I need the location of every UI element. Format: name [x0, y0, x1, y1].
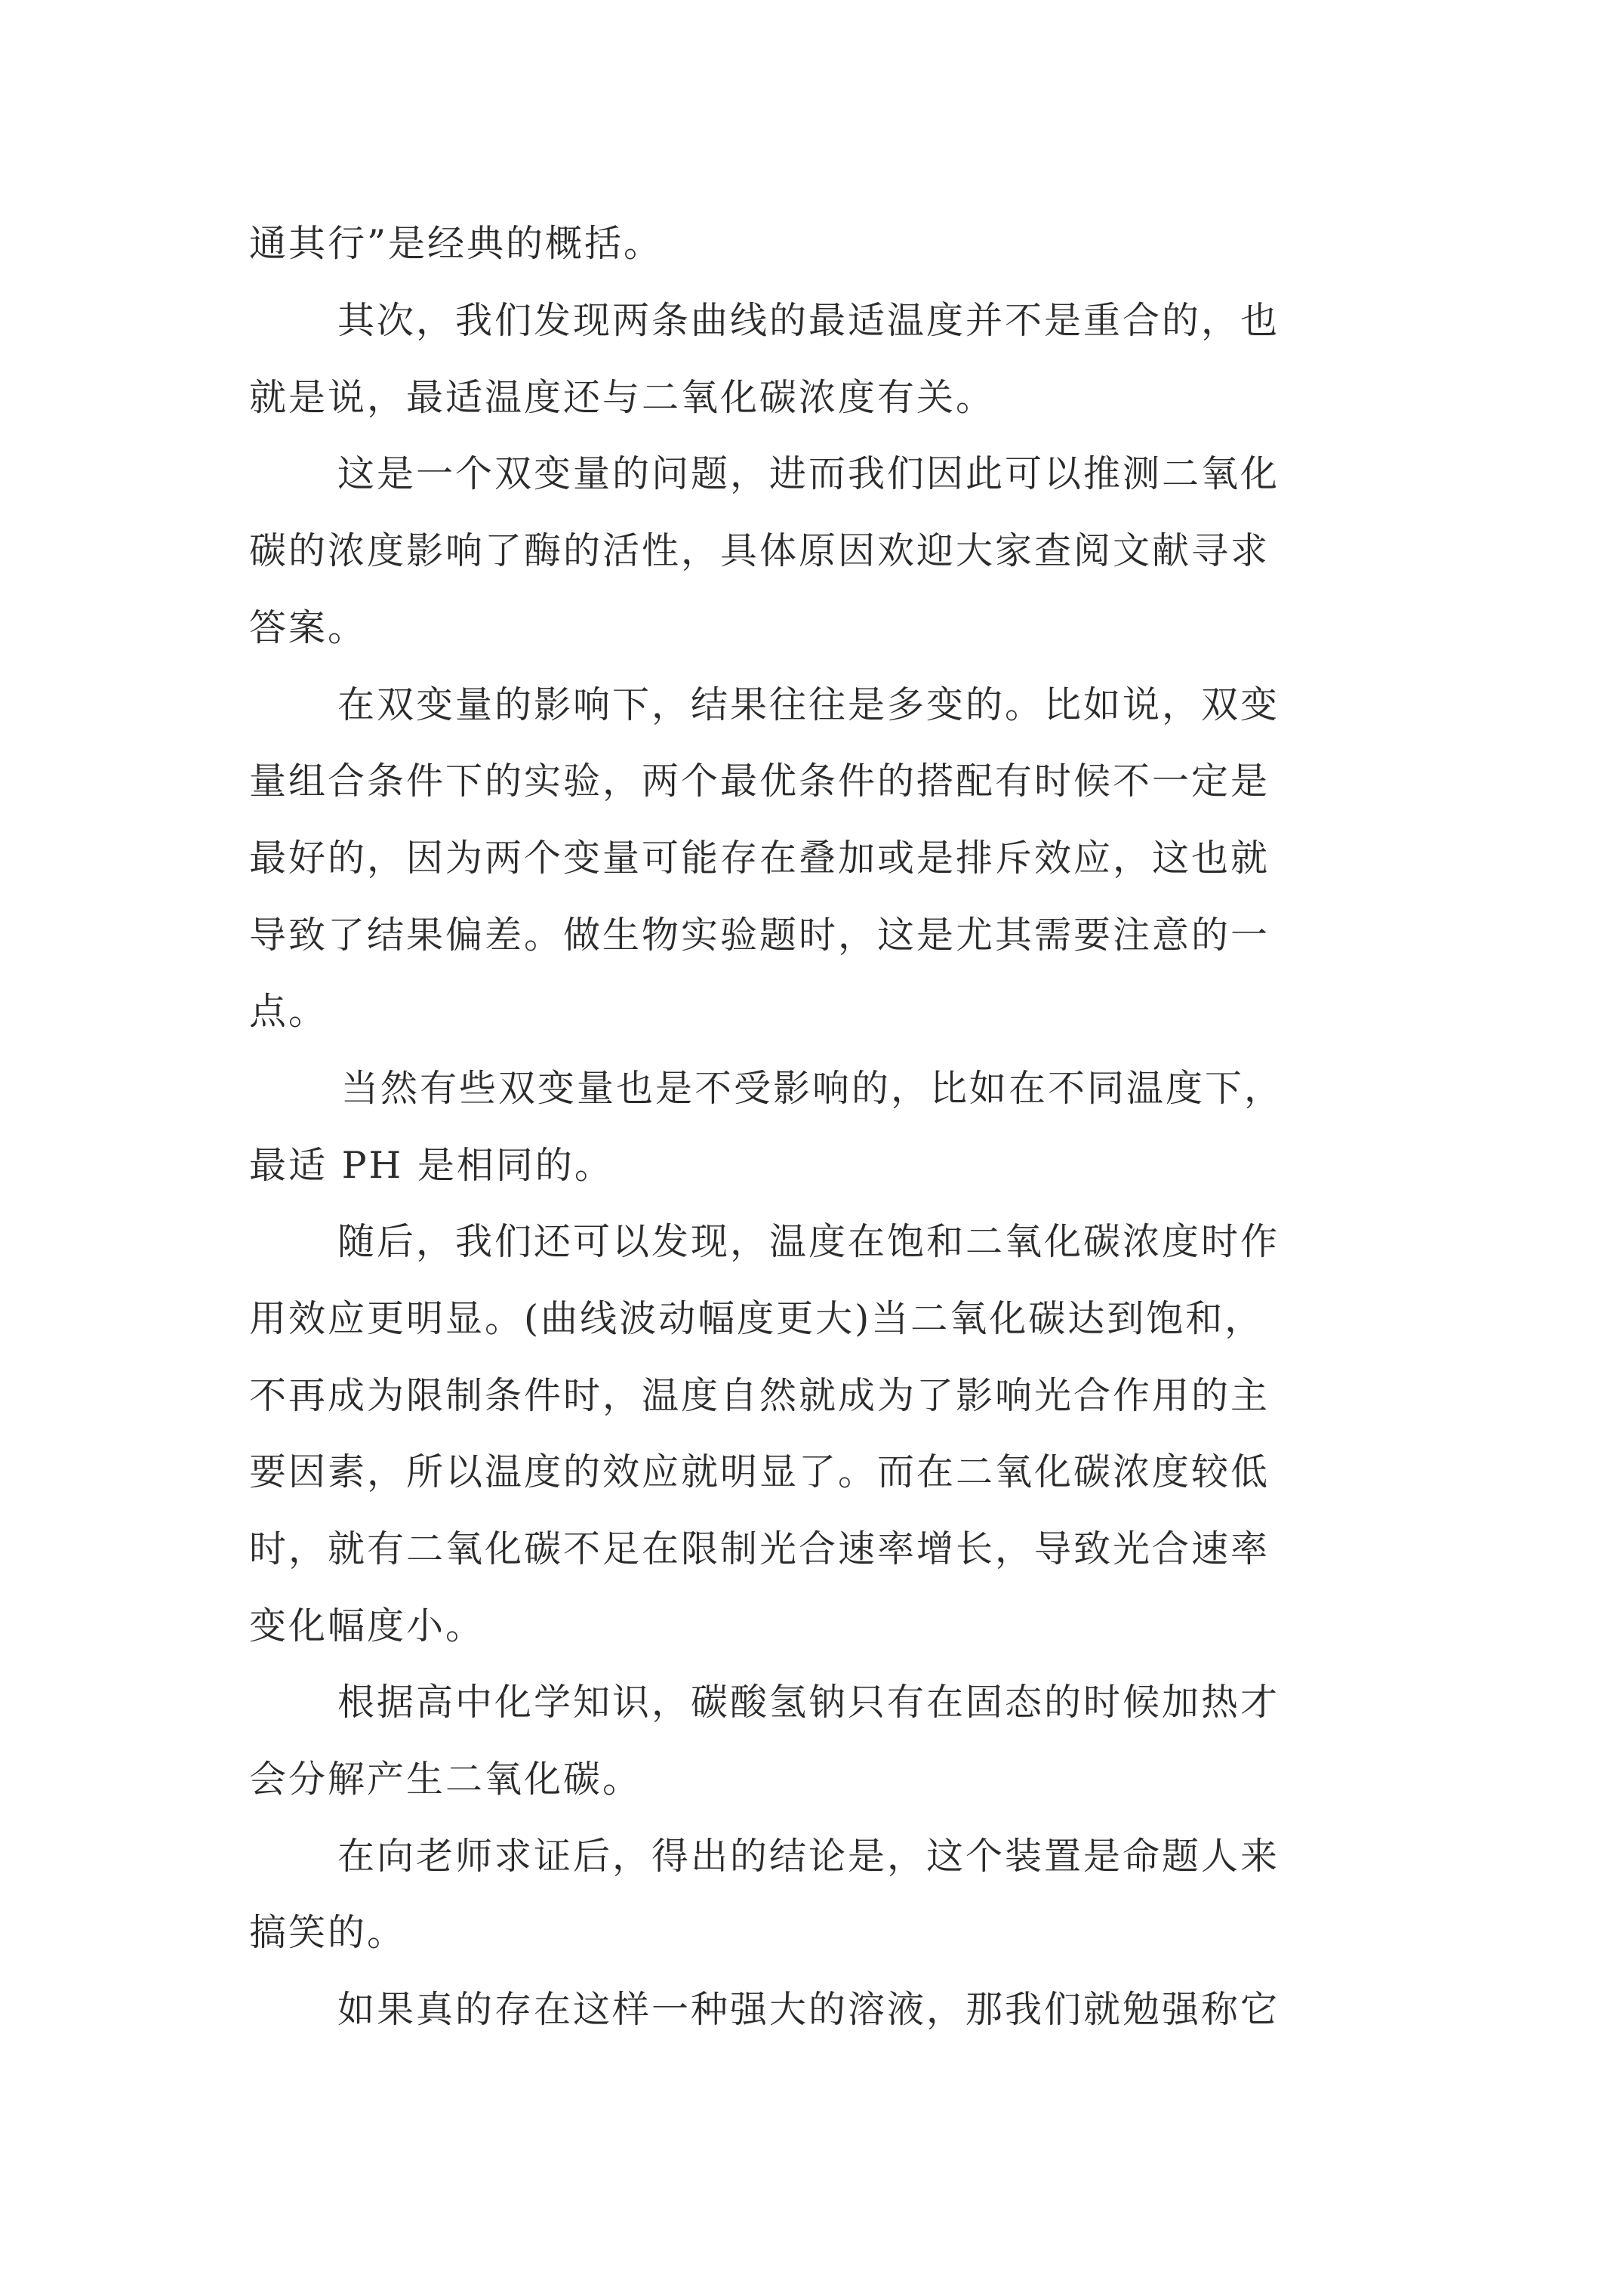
text-line: 当然有些双变量也是不受影响的，比如在不同温度下， — [341, 1067, 1284, 1110]
text-line: 答案。 — [249, 606, 368, 649]
text-line: 在向老师求证后，得出的结论是，这个装置是命题人来 — [337, 1835, 1280, 1878]
text-line: 导致了结果偏差。做生物实验题时，这是尤其需要注意的一 — [249, 914, 1270, 957]
text-line: 这是一个双变量的问题，进而我们因此可以推测二氧化 — [337, 452, 1280, 495]
text-line: 根据高中化学知识，碳酸氢钠只有在固态的时候加热才 — [337, 1681, 1280, 1724]
text-line: 其次，我们发现两条曲线的最适温度并不是重合的，也 — [337, 299, 1280, 342]
text-line: 点。 — [249, 990, 328, 1033]
text-line: 时，就有二氧化碳不足在限制光合速率增长，导致光合速率 — [249, 1527, 1270, 1570]
text-line: 最适 PH 是相同的。 — [249, 1144, 614, 1187]
text-line: 量组合条件下的实验，两个最优条件的搭配有时候不一定是 — [249, 760, 1270, 803]
text-line: 变化幅度小。 — [249, 1604, 485, 1647]
text-line: 搞笑的。 — [249, 1911, 407, 1954]
text-line: 如果真的存在这样一种强大的溶液，那我们就勉强称它 — [337, 1988, 1280, 2031]
text-line: 不再成为限制条件时，温度自然就成为了影响光合作用的主 — [249, 1374, 1270, 1417]
text-line: 最好的，因为两个变量可能存在叠加或是排斥效应，这也就 — [249, 837, 1270, 880]
text-line: 就是说，最适温度还与二氧化碳浓度有关。 — [249, 376, 996, 419]
text-line: 在双变量的影响下，结果往往是多变的。比如说，双变 — [337, 683, 1280, 726]
text-line: 碳的浓度影响了酶的活性，具体原因欢迎大家查阅文献寻求 — [249, 529, 1270, 572]
text-line: 要因素，所以温度的效应就明显了。而在二氧化碳浓度较低 — [249, 1450, 1270, 1493]
text-line: 通其行”是经典的概括。 — [249, 222, 664, 265]
text-line: 会分解产生二氧化碳。 — [249, 1758, 642, 1801]
text-line: 用效应更明显。(曲线波动幅度更大)当二氧化碳达到饱和， — [249, 1297, 1264, 1340]
text-line: 随后，我们还可以发现，温度在饱和二氧化碳浓度时作 — [337, 1220, 1280, 1263]
